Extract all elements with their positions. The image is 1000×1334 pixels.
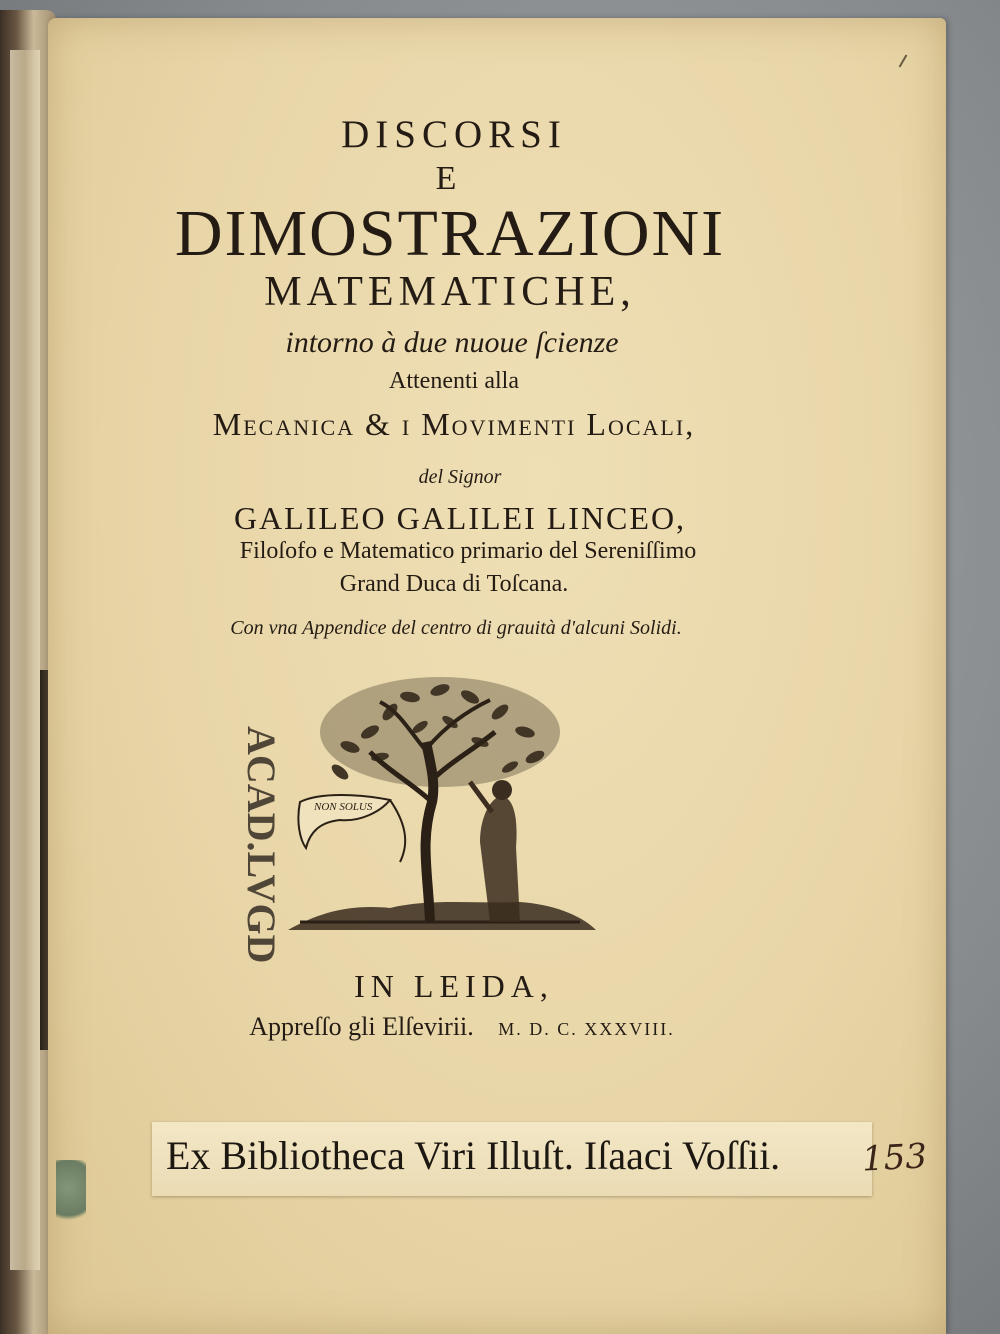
binding-thread bbox=[56, 1160, 86, 1230]
title-line-dimostrazioni: DIMOSTRAZIONI bbox=[174, 197, 726, 270]
stamp-text: ACAD.LVGD bbox=[239, 726, 284, 964]
imprint-publisher: Appreſſo gli Elſevirii. bbox=[249, 1012, 474, 1041]
imprint-date: M. D. C. XXXVIII. bbox=[498, 1019, 675, 1039]
imprint-line bbox=[0, 1012, 962, 1042]
author-intro: del Signor bbox=[418, 466, 502, 488]
library-stamp bbox=[178, 722, 284, 964]
subtitle-attenenti: Attenenti alla bbox=[389, 368, 519, 394]
provenance-text: Ex Bibliotheca Viri Illuſt. Iſaaci Voſſii. bbox=[166, 1133, 781, 1178]
shelf-number: 153 bbox=[860, 1136, 928, 1180]
provenance-label bbox=[152, 1122, 872, 1196]
printers-device-woodcut bbox=[280, 672, 600, 942]
appendix-note: Con vna Appendice del centro di grauità d'alcuni Solidi. bbox=[230, 617, 682, 639]
title-line-discorsi: DISCORSI bbox=[341, 113, 567, 156]
imprint-place: IN LEIDA, bbox=[354, 968, 554, 1004]
author-title-line1: Filoſofo e Matematico primario del Sereniſſimo bbox=[239, 538, 697, 564]
title-line-matematiche: MATEMATICHE, bbox=[264, 269, 636, 315]
subtitle-intorno: intorno à due nuoue ſcienze bbox=[285, 326, 619, 359]
author-name: GALILEO GALILEI LINCEO, bbox=[233, 500, 687, 536]
title-line-e: E bbox=[435, 160, 457, 197]
subtitle-mecanica: Mecanica & i Movimenti Locali, bbox=[212, 406, 696, 442]
device-motto: NON SOLUS bbox=[314, 801, 373, 813]
author-title-line2: Grand Duca di Toſcana. bbox=[339, 571, 569, 597]
